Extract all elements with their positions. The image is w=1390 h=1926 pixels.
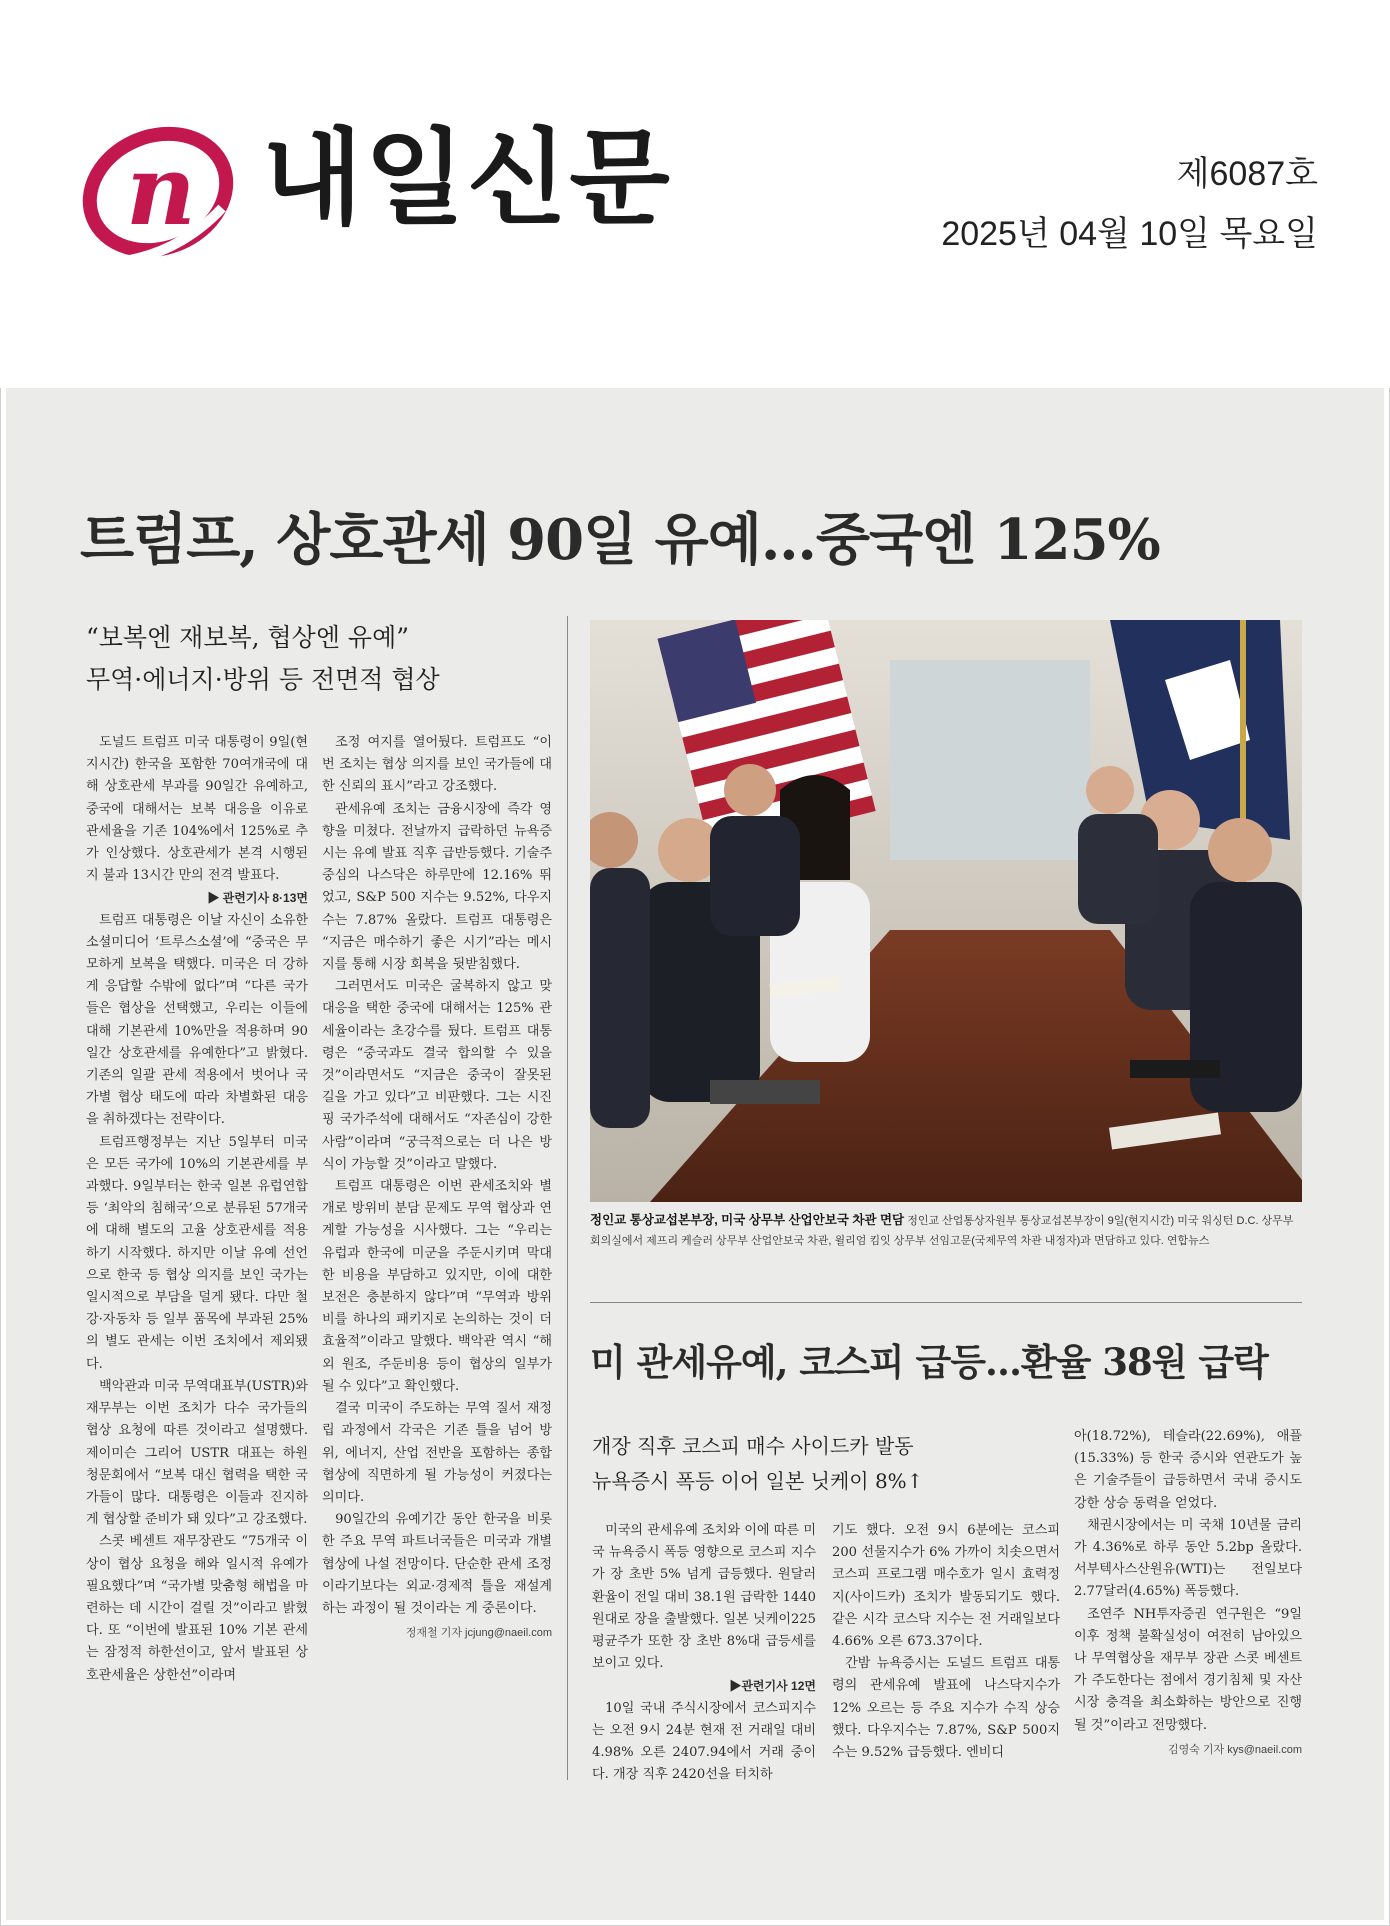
reporter-byline[interactable]: 정재철 기자 jcjung@naeil.com (405, 1627, 552, 1640)
related-article-ref[interactable]: ▶관련기사 12면 (729, 1679, 816, 1694)
paragraph: 미국의 관세유예 조치와 이에 따른 미국 뉴욕증시 폭등 영향으로 코스피 지수가 장 초반 5% 넘게 급등했다. 원달러 환율이 전일 대비 38.1원 급락한 1440원대로 장을 출발했다. 일본 닛케이225평균주가 또한 장 초반 8%대 급등세를 보이고 있다. (592, 1523, 816, 1672)
second-subhead-1: 개장 직후 코스피 매수 사이드카 발동 (592, 1434, 914, 1458)
main-headline[interactable]: 트럼프, 상호관세 90일 유예…중국엔 125% (80, 507, 1160, 573)
paragraph: 트럼프 대통령은 이날 자신이 소유한 소셜미디어 ‘트루스소셜’에 “중국은 무모하게 보복을 택했다. 미국은 더 강하게 응답할 수밖에 없다”며 “다른 국가들은 협상을 선택했고, 우리는 이들에 대해 기본관세 10%만을 적용하며 90일간 상호관세를 유예한다”고 밝혔다. 기존의 일괄 관세 적용에서 벗어나 국가별 협상 태도에 따라 차별화된 대응을 취하겠다는 전략이다. (86, 912, 308, 1128)
main-subhead-2: 무역·에너지·방위 등 전면적 협상 (86, 665, 440, 694)
caption-text: 정인교 산업통상자원부 통상교섭본부장이 9일(현지시간) 미국 워싱턴 D.C. 상무부 회의실에서 제프리 케슬러 상무부 산업안보국 차관, 윌리엄 킴잇 상무부 선임고문(국제무역 차관 내정자)과 면담하고 있다. (590, 1215, 1294, 1247)
second-story-column-1 (592, 1520, 816, 1782)
paragraph: 채권시장에서는 미 국채 10년물 금리가 4.36%로 하루 동안 5.2bp 올랐다. 서부텍사스산원유(WTI)는 전일보다 2.77달러(4.65%) 폭등했다. (1074, 1517, 1302, 1600)
second-headline[interactable]: 미 관세유예, 코스피 급등…환율 38원 급락 (590, 1340, 1268, 1384)
reporter-byline[interactable]: 김영숙 기자 kys@naeil.com (1168, 1743, 1302, 1756)
caption-credit: 연합뉴스 (1166, 1235, 1210, 1247)
main-story-column-1 (86, 732, 308, 1782)
issue-date: 2025년 04월 10일 목요일 (941, 215, 1318, 253)
second-story-column-3 (1074, 1426, 1302, 1782)
column-divider (567, 616, 568, 1780)
caption-title: 정인교 통상교섭본부장, 미국 상무부 산업안보국 차관 면담 (590, 1213, 905, 1227)
svg-text:n: n (126, 134, 196, 247)
newspaper-name[interactable]: 내일신문 (262, 117, 672, 239)
paragraph: 조연주 NH투자증권 연구원은 “9일 이후 정책 불확실성이 여전히 남아있으나 무역협상을 재무부 장관 스콧 베센트가 주도한다는 점에서 경기침체 및 자산시장 충격을 최소화하는 방안으로 진행될 것”이라고 전망했다. (1074, 1606, 1302, 1733)
second-story-column-2 (832, 1520, 1060, 1782)
paragraph: 아(18.72%), 테슬라(22.69%), 애플(15.33%) 등 한국 증시와 연관도가 높은 기술주들이 급등하면서 국내 증시도 강한 상승 동력을 얻었다. (1074, 1429, 1302, 1511)
paragraph: 그러면서도 미국은 굴복하지 않고 맞대응을 택한 중국에 대해서는 125% 관세율이라는 초강수를 뒀다. 트럼프 대통령은 “중국과도 결국 합의할 수 있을 것”이라면서도 “지금은 중국이 잘못된 길을 가고 있다”고 비판했다. 그는 시진핑 국가주석에 대해서도 “자존심이 강한 사람”이라며 “궁극적으로는 더 나은 방식이 가능할 것”이라고 말했다. (322, 979, 552, 1172)
paragraph: 결국 미국이 주도하는 무역 질서 재정립 과정에서 각국은 기존 틀을 넘어 방위, 에너지, 산업 전반을 포함하는 종합 협상에 직면하게 될 가능성이 커졌다는 의미다. (322, 1401, 552, 1505)
related-article-ref[interactable]: ▶ 관련기사 8·13면 (207, 891, 308, 906)
meeting-photo-illustration (590, 620, 1302, 1202)
second-subhead-2: 뉴욕증시 폭등 이어 일본 닛케이 8%↑ (592, 1469, 924, 1493)
paragraph: 백악관과 미국 무역대표부(USTR)와 재무부는 이번 조치가 다수 국가들의 협상 요청에 따른 것이라고 설명했다. 제이미슨 그리어 USTR 대표는 하원 청문회에서 “보복 대신 협력을 택한 국가들이 많다. 대통령은 이들과 진지하게 협상할 준비가 돼 있다”고 강조했다. (86, 1378, 308, 1528)
paragraph: 트럼프행정부는 지난 5일부터 미국은 모든 국가에 10%의 기본관세를 부과했다. 9일부터는 한국 일본 유럽연합 등 ‘최악의 침해국’으로 분류된 57개국에 대해 별도의 고율 상호관세를 적용하기 시작했다. 하지만 이날 유예 선언으로 한국 등 협상 의지를 보인 국가는 일시적으로 부담을 덜게 됐다. 다만 철강·자동차 등 일부 품목에 부과된 25%의 별도 관세는 이번 조치에서 제외됐다. (86, 1134, 308, 1372)
main-story-column-2 (322, 732, 552, 1782)
photo-caption (590, 1210, 1302, 1251)
section-divider (590, 1302, 1302, 1303)
paragraph: 스콧 베센트 재무장관도 “75개국 이상이 협상 요청을 해와 일시적 유예가 필요했다”며 “국가별 맞춤형 해법을 마련하는 데 시간이 걸릴 것”이라고 밝혔다. 또 “이번에 발표된 10% 기본 관세는 잠정적 하한선이고, 앞서 발표된 상호관세율은 상한선”이라며 (86, 1534, 308, 1683)
paragraph: 관세유예 조치는 금융시장에 즉각 영향을 미쳤다. 전날까지 급락하던 뉴욕증시는 유예 발표 직후 급반등했다. 기술주 중심의 나스닥은 하루만에 12.16% 뛰었고, S&P 500 지수는 9.52%, 다우지수는 7.87% 올랐다. 트럼프 대통령은 “지금은 매수하기 좋은 시기”라는 메시지를 통해 시장 회복을 뒷받침했다. (322, 801, 552, 973)
main-subhead-1: “보복엔 재보복, 협상엔 유예” (86, 623, 409, 652)
news-photo[interactable] (590, 620, 1302, 1202)
paragraph: 90일간의 유예기간 동안 한국을 비롯한 주요 무역 파트너국들은 미국과 개별 협상에 나설 전망이다. 단순한 관세 조정이라기보다는 외교·경제적 틀을 재설계하는 과정이 될 것이라는 게 중론이다. (322, 1512, 552, 1616)
paragraph: 트럼프 대통령은 이번 관세조치와 별개로 방위비 분담 문제도 무역 협상과 연계할 가능성을 시사했다. 그는 “우리는 유럽과 한국에 미군을 주둔시키며 막대한 비용을 부담하고 있지만, 이에 대한 보전은 충분하지 않다”며 “무역과 방위비를 하나의 패키지로 논의하는 것이 더 효율적”이라고 말했다. 백악관 역시 “해외 원조, 주둔비용 등이 협상의 일부가 될 수 있다”고 확인했다. (322, 1179, 552, 1394)
paragraph: 간밤 뉴욕증시는 도널드 트럼프 대통령의 관세유예 발표에 나스닥지수가 12% 오르는 등 주요 지수가 수직 상승했다. 다우지수는 7.87%, S&P 500지수는 9.52% 급등했다. 엔비디 (832, 1656, 1060, 1761)
front-page (6, 388, 1384, 1920)
paragraph: 10일 국내 주식시장에서 코스피지수는 오전 9시 24분 현재 전 거래일 대비 4.98% 오른 2407.94에서 거래 중이다. 개장 직후 2420선을 터치하 (592, 1700, 816, 1782)
naeil-logo-icon[interactable] (62, 112, 238, 272)
paragraph: 기도 했다. 오전 9시 6분에는 코스피 200 선물지수가 6% 가까이 치솟으면서 코스피 프로그램 매수호가 일시 효력정지(사이드카) 조치가 발동되기도 했다. 같은 시각 코스닥 지수는 전 거래일보다 4.66% 오른 673.37이다. (832, 1523, 1060, 1650)
issue-number: 제6087호 (1176, 155, 1318, 193)
paragraph: 도널드 트럼프 미국 대통령이 9일(현지시간) 한국을 포함한 70여개국에 대해 상호관세 부과를 90일간 유예하고, 중국에 대해서는 보복 대응을 이유로 관세율을 기존 104%에서 125%로 추가 인상했다. 상호관세가 본격 시행된 지 불과 13시간 만의 전격 발표다. (86, 735, 308, 884)
masthead (0, 0, 1390, 388)
paragraph: 조정 여지를 열어뒀다. 트럼프도 “이번 조치는 협상 의지를 보인 국가들에 대한 신뢰의 표시”라고 강조했다. (322, 735, 552, 795)
